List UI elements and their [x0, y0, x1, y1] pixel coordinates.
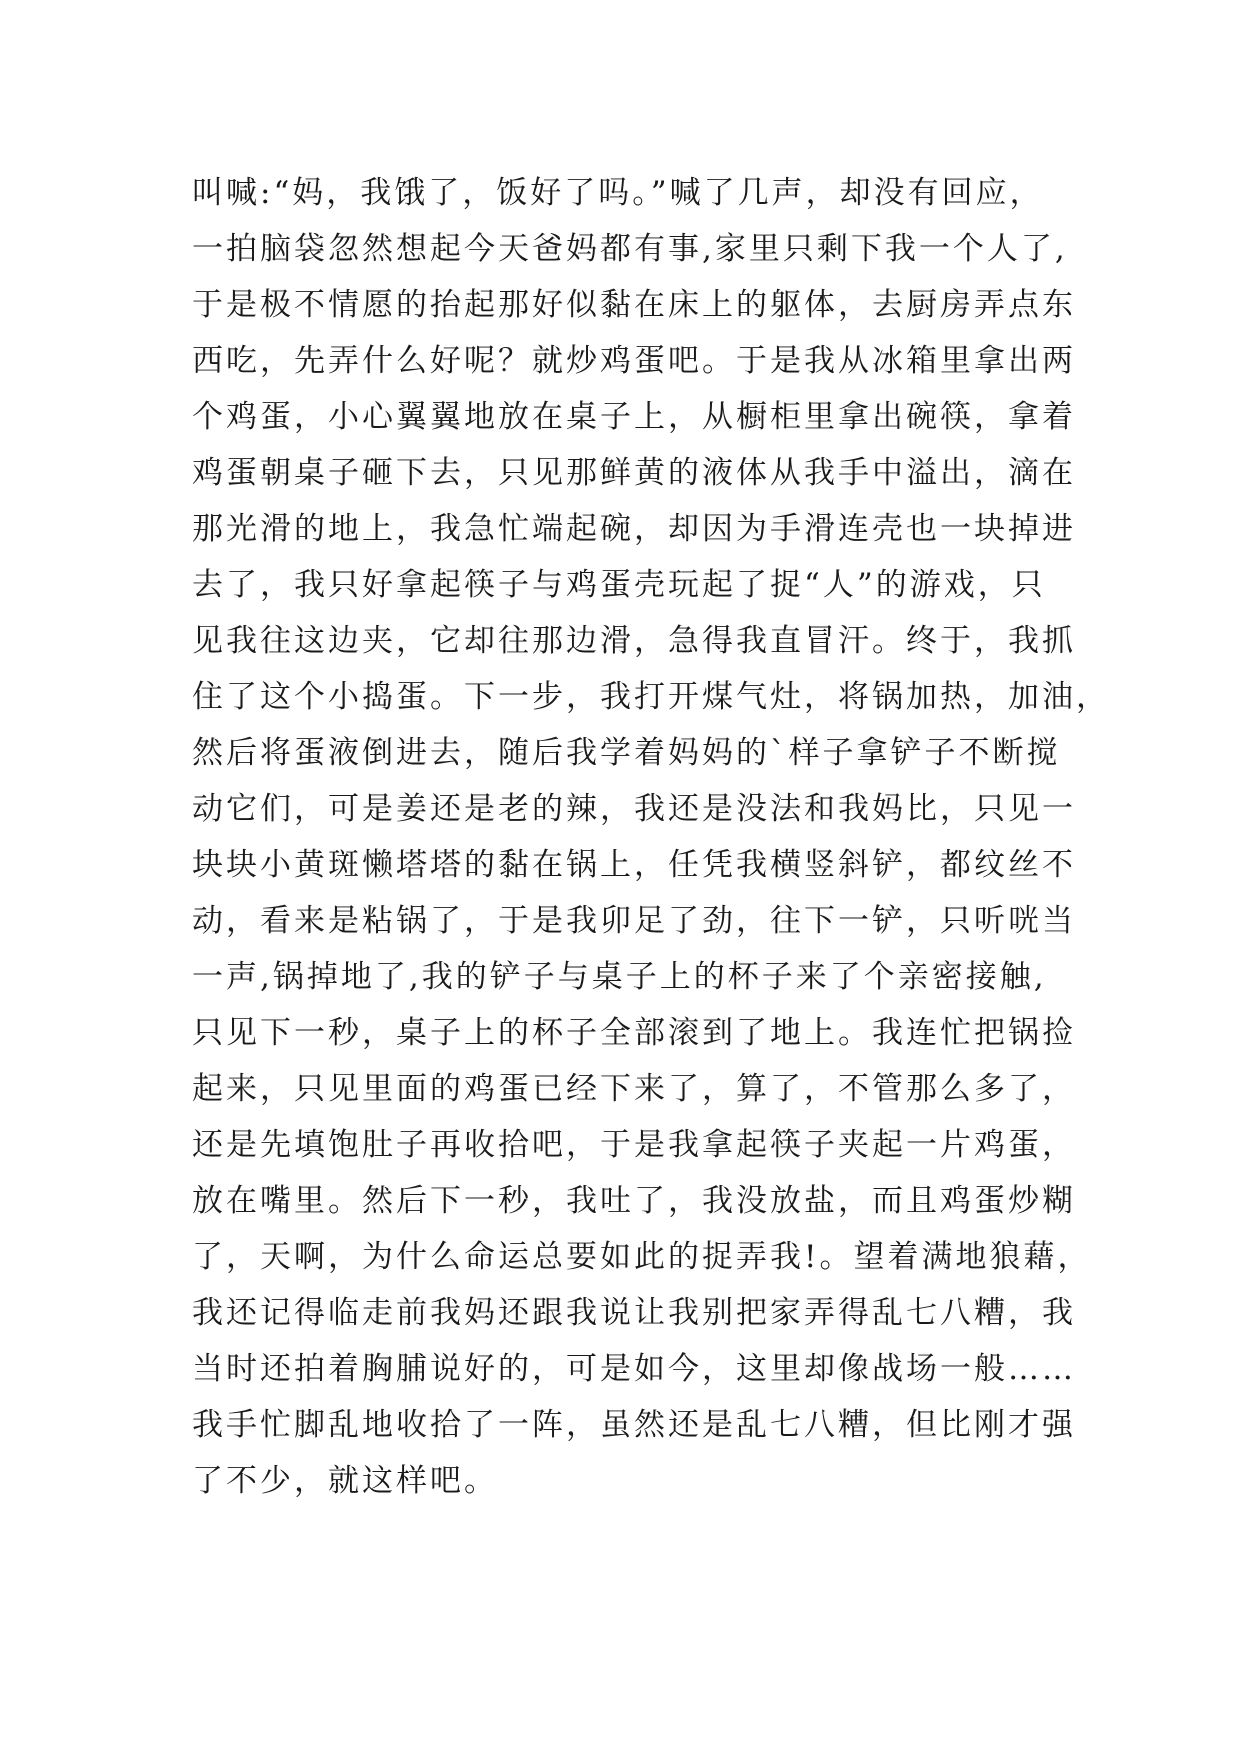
- text-line: 我还记得临走前我妈还跟我说让我别把家弄得乱七八糟，我: [192, 1295, 1076, 1331]
- text-line: 于是极不情愿的抬起那好似黏在床上的躯体，去厨房弄点东: [192, 287, 1076, 323]
- text-line: 见我往这边夹，它却往那边滑，急得我直冒汗。终于，我抓: [192, 623, 1076, 659]
- text-line: 我手忙脚乱地收拾了一阵，虽然还是乱七八糟，但比刚才强: [192, 1407, 1076, 1443]
- text-line: 西吃，先弄什么好呢？就炒鸡蛋吧。于是我从冰箱里拿出两: [192, 343, 1076, 379]
- text-line: 叫喊:“妈，我饿了，饭好了吗。”喊了几声，却没有回应，: [192, 175, 1044, 211]
- text-line: 动，看来是粘锅了，于是我卯足了劲，往下一铲，只听咣当: [192, 903, 1076, 939]
- text-line: 起来，只见里面的鸡蛋已经下来了，算了，不管那么多了，: [192, 1071, 1076, 1107]
- text-line: 当时还拍着胸脯说好的，可是如今，这里却像战场一般……: [192, 1351, 1076, 1387]
- text-line: 了不少，就这样吧。: [192, 1463, 498, 1499]
- essay-text: [192, 165, 1110, 1509]
- text-line: 还是先填饱肚子再收拾吧，于是我拿起筷子夹起一片鸡蛋，: [192, 1127, 1076, 1163]
- text-line: 一声,锅掉地了,我的铲子与桌子上的杯子来了个亲密接触,: [192, 959, 1047, 995]
- text-line: 去了，我只好拿起筷子与鸡蛋壳玩起了捉“人”的游戏，只: [192, 567, 1046, 603]
- text-line: 住了这个小捣蛋。下一步，我打开煤气灶，将锅加热，加油，: [192, 679, 1110, 715]
- text-line: 块块小黄斑懒塔塔的黏在锅上，任凭我横竖斜铲，都纹丝不: [192, 847, 1076, 883]
- text-line: 只见下一秒，桌子上的杯子全部滚到了地上。我连忙把锅捡: [192, 1015, 1076, 1051]
- text-line: 然后将蛋液倒进去，随后我学着妈妈的`样子拿铲子不断搅: [192, 735, 1061, 771]
- text-line: 放在嘴里。然后下一秒，我吐了，我没放盐，而且鸡蛋炒糊: [192, 1183, 1076, 1219]
- text-line: 个鸡蛋，小心翼翼地放在桌子上，从橱柜里拿出碗筷，拿着: [192, 399, 1076, 435]
- text-line: 了，天啊，为什么命运总要如此的捉弄我!。望着满地狼藉，: [192, 1239, 1092, 1275]
- text-line: 一拍脑袋忽然想起今天爸妈都有事,家里只剩下我一个人了,: [192, 231, 1068, 267]
- text-line: 动它们，可是姜还是老的辣，我还是没法和我妈比，只见一: [192, 791, 1076, 827]
- text-line: 鸡蛋朝桌子砸下去，只见那鲜黄的液体从我手中溢出，滴在: [192, 455, 1076, 491]
- text-line: 那光滑的地上，我急忙端起碗，却因为手滑连壳也一块掉进: [192, 511, 1076, 547]
